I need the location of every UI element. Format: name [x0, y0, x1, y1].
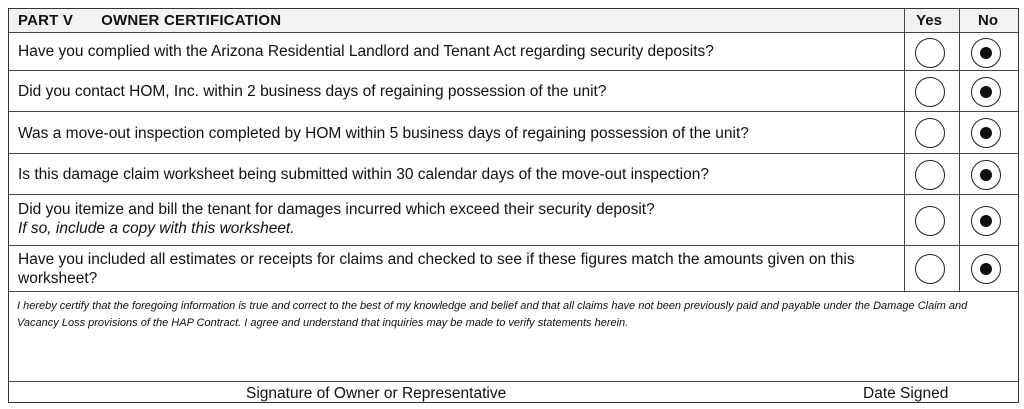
signature-row — [9, 382, 1018, 404]
question-text: Did you itemize and bill the tenant for damages incurred which exceed their security deposit? — [18, 201, 655, 218]
section-title — [18, 12, 281, 29]
no-radio-4[interactable] — [971, 160, 1001, 190]
no-column-header: No — [978, 12, 998, 29]
question-text: Have you complied with the Arizona Residential Landlord and Tenant Act regarding security deposits? — [18, 43, 714, 60]
certification-text: I hereby certify that the foregoing information is true and correct to the best of my knowledge and belief and that all claims have not been previously paid and payable under the Damage Claim and Vacancy Loss provisions of the HAP Contract. I agree and understand that inquiries may be made to verify statements herein. — [17, 300, 968, 329]
radio-selected-dot — [980, 127, 992, 139]
no-radio-3[interactable] — [971, 118, 1001, 148]
no-radio-2[interactable] — [971, 77, 1001, 107]
radio-selected-dot — [980, 86, 992, 98]
yes-column-header: Yes — [916, 12, 942, 29]
question-subtext: If so, include a copy with this worksheet. — [18, 220, 295, 237]
yes-radio-6[interactable] — [915, 254, 945, 284]
question-row-2 — [9, 71, 1018, 112]
yes-radio-3[interactable] — [915, 118, 945, 148]
no-column-divider — [959, 9, 960, 292]
question-row-5 — [9, 195, 1018, 246]
date-signed-label: Date Signed — [863, 385, 949, 402]
section-name: OWNER CERTIFICATION — [101, 12, 282, 29]
no-radio-1[interactable] — [971, 38, 1001, 68]
question-text: Was a move-out inspection completed by HOM within 5 business days of regaining possession of the unit? — [18, 125, 749, 142]
question-text: Is this damage claim worksheet being submitted within 30 calendar days of the move-out inspection? — [18, 166, 709, 183]
yes-radio-1[interactable] — [915, 38, 945, 68]
owner-certification-form — [8, 8, 1019, 403]
question-text: Have you included all estimates or receipts for claims and checked to see if these figures match the amounts given on this worksheet? — [18, 251, 855, 287]
radio-selected-dot — [980, 169, 992, 181]
no-radio-5[interactable] — [971, 206, 1001, 236]
question-row-1 — [9, 33, 1018, 71]
question-text: Did you contact HOM, Inc. within 2 business days of regaining possession of the unit? — [18, 83, 607, 100]
yes-radio-2[interactable] — [915, 77, 945, 107]
yes-column-divider — [904, 9, 905, 292]
part-label: PART V — [18, 12, 74, 29]
radio-selected-dot — [980, 47, 992, 59]
yes-radio-5[interactable] — [915, 206, 945, 236]
question-row-3 — [9, 112, 1018, 154]
question-text-block — [18, 200, 888, 238]
yes-radio-4[interactable] — [915, 160, 945, 190]
question-row-4 — [9, 154, 1018, 195]
section-header — [9, 9, 1018, 33]
radio-selected-dot — [980, 215, 992, 227]
radio-selected-dot — [980, 263, 992, 275]
owner-signature-label: Signature of Owner or Representative — [246, 385, 507, 402]
no-radio-6[interactable] — [971, 254, 1001, 284]
question-row-6 — [9, 246, 1018, 292]
certification-block — [9, 292, 1018, 382]
